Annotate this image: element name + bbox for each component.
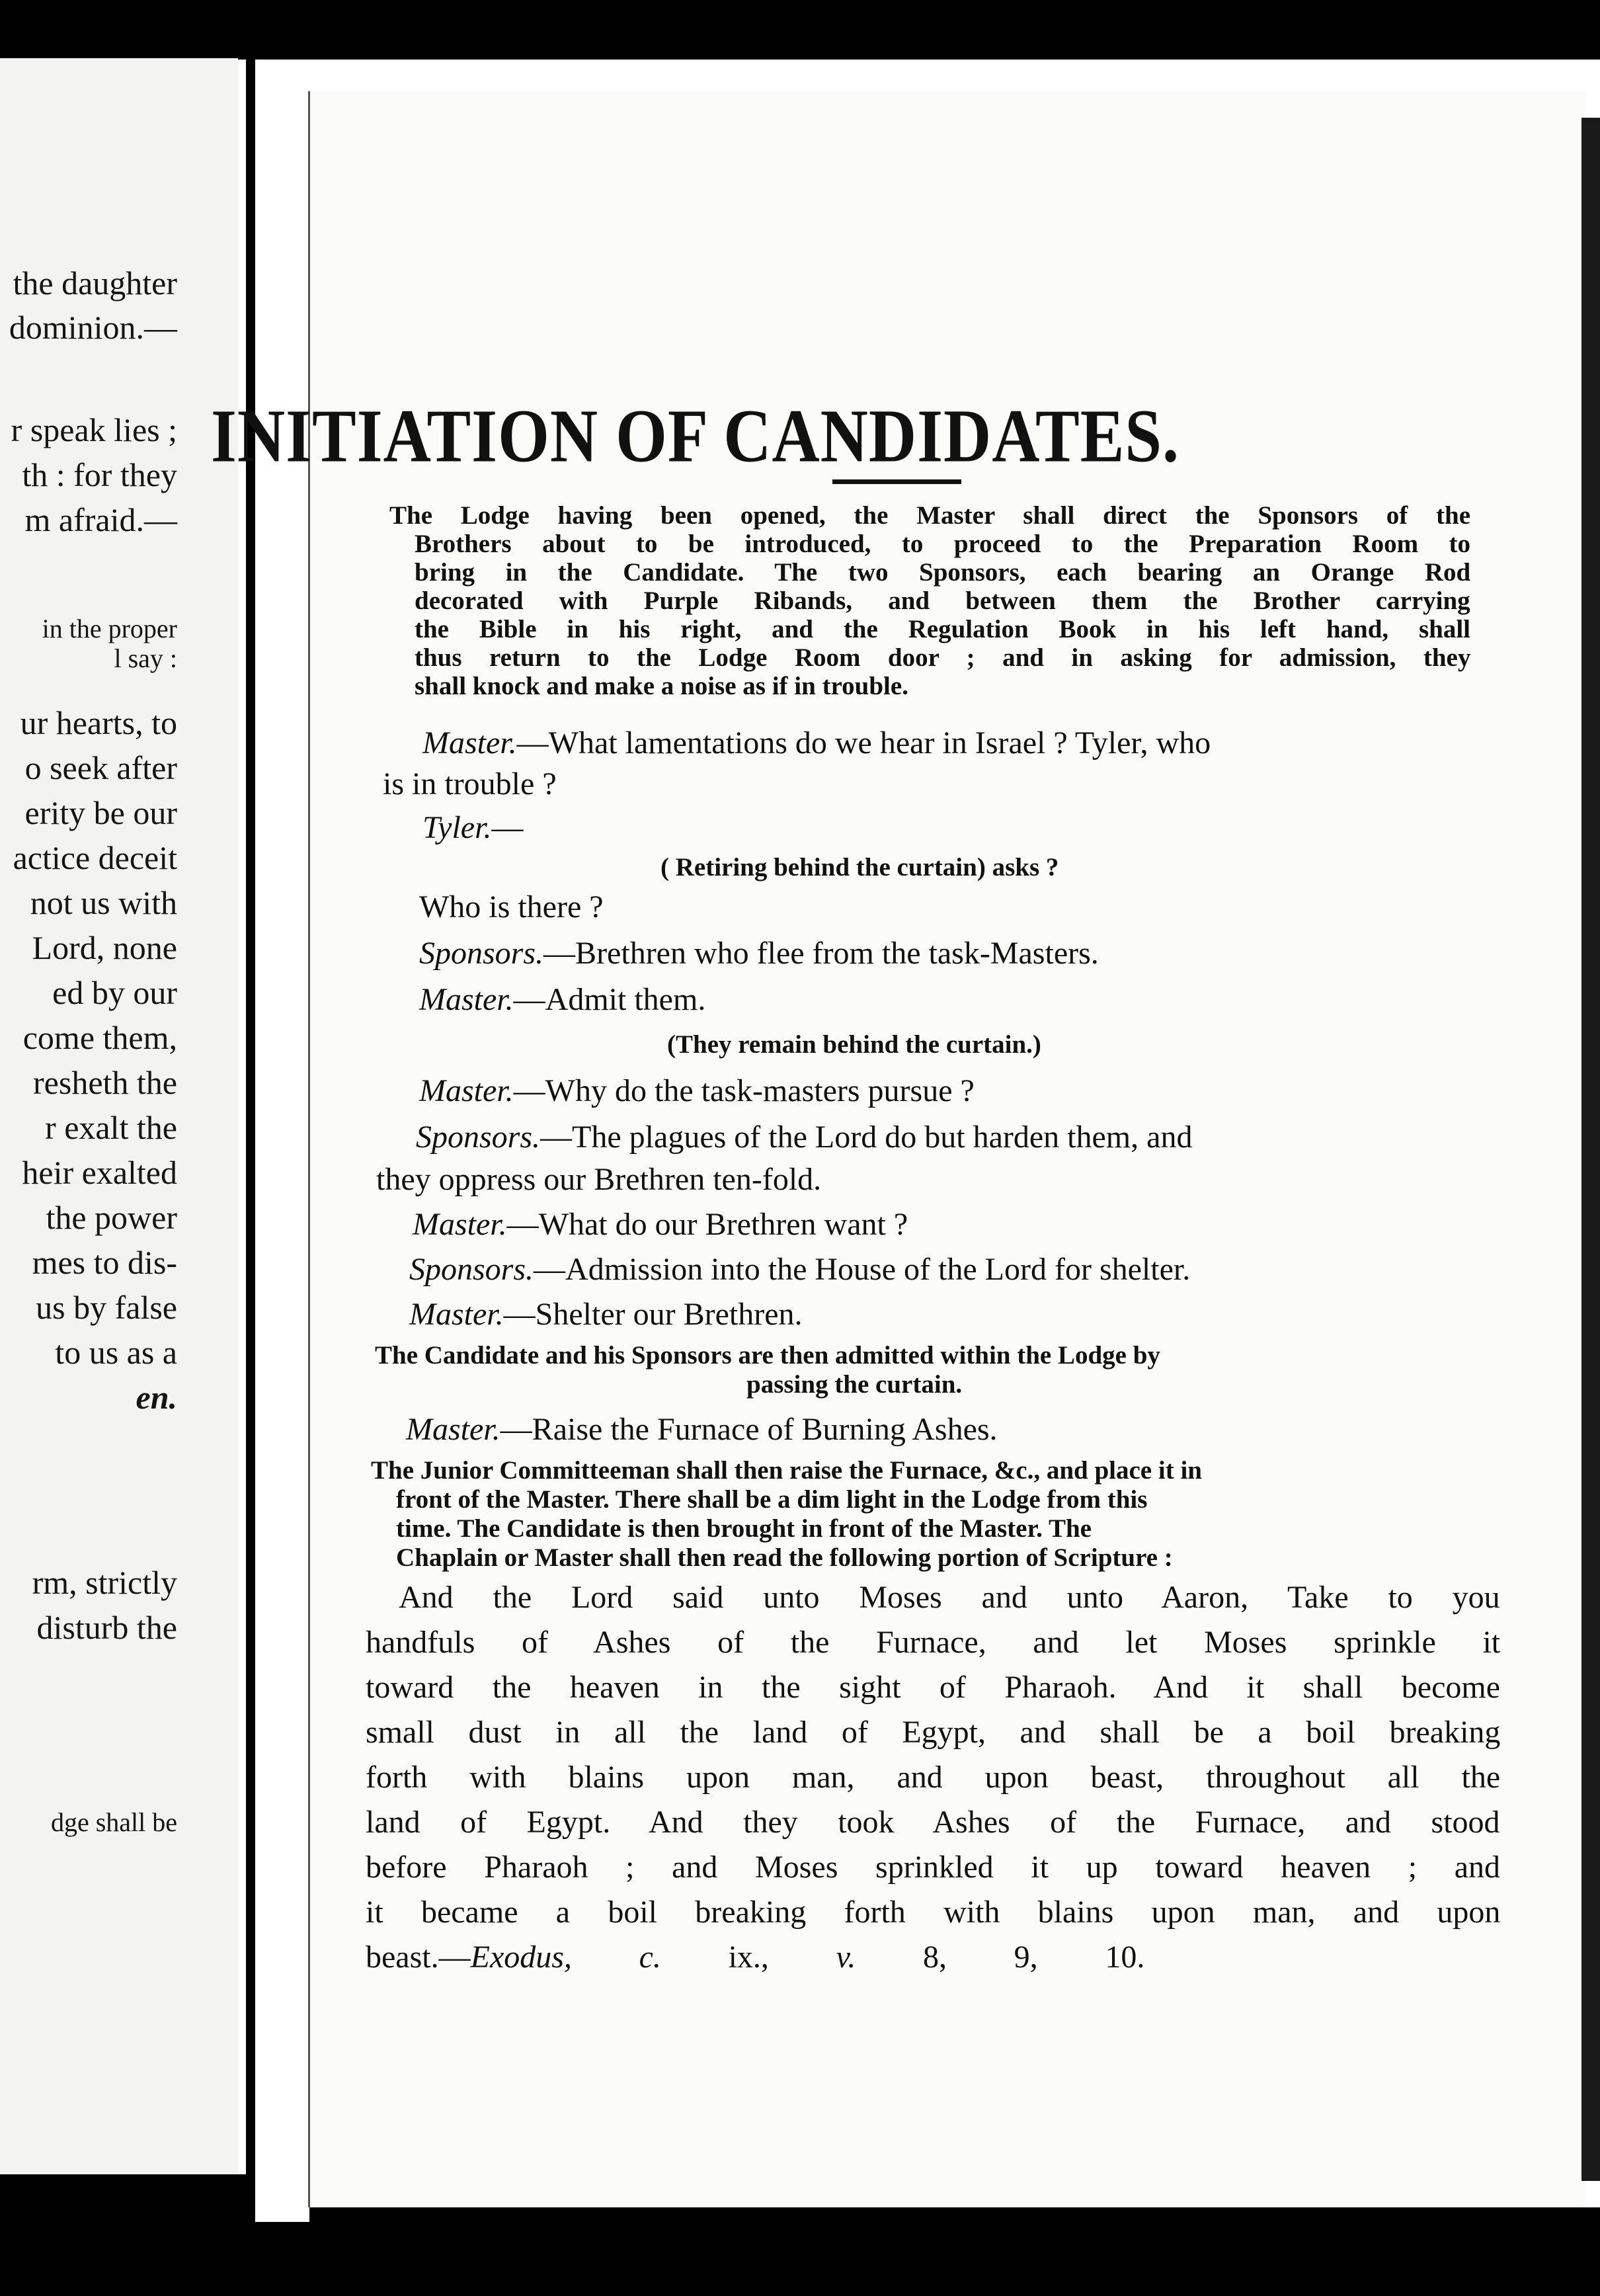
scan-border-bottom [308,2207,1600,2296]
page-edge-shadow [1581,118,1600,2181]
scripture-line: forth with blains upon man, and upon beast, throughout all the [366,1760,1501,1795]
stage-direction: time. The Candidate is then brought in front of the Master. The [396,1514,1092,1543]
speaker-name: Master. [406,1412,500,1447]
left-line: heir exalted [22,1154,177,1191]
speaker-name: Sponsors. [416,1120,541,1155]
scripture-line: handfuls of Ashes of the Furnace, and let Moses sprinkle it [366,1625,1501,1660]
scripture-chapter: ix., [660,1940,836,1975]
speaker-name: Tyler. [422,810,492,845]
dialogue-text: —Raise the Furnace of Burning Ashes. [500,1412,998,1447]
left-line: dge shall be [50,1807,177,1837]
dialogue-line [419,984,705,1016]
intro-line: The Lodge having been opened, the Master shall direct the Sponsors of the [389,501,1471,530]
scripture-line: small dust in all the land of Egypt, and shall be a boil breaking [366,1715,1501,1750]
page-title: INITIATION OF CANDIDATES. [211,393,1180,478]
left-line: erity be our [24,794,177,831]
left-facing-page [0,58,238,2174]
scripture-line [366,1942,1144,1973]
stage-direction: (They remain behind the curtain.) [667,1030,1041,1059]
stage-direction: The Junior Committeeman shall then raise the Furnace, &c., and place it in [371,1456,1202,1485]
dialogue-line [409,1299,803,1331]
intro-line: shall knock and make a noise as if in trouble. [415,672,908,700]
title-rule [832,479,961,484]
scripture-citation: Exodus, c. [470,1940,661,1975]
speaker-name: Master. [419,982,514,1017]
speaker-name: Master. [413,1207,507,1242]
intro-line: decorated with Purple Ribands, and between them the Brother carrying [415,587,1470,615]
left-line: to us as a [55,1334,177,1371]
stage-direction: ( Retiring behind the curtain) asks ? [660,853,1059,882]
left-line: the daughter [13,265,177,302]
speaker-name: Master. [422,725,517,760]
speaker-name: Master. [419,1073,514,1108]
intro-line: thus return to the Lodge Room door ; and in asking for admission, they [415,643,1471,672]
left-line: ur hearts, to [20,704,177,741]
dialogue-text: —Why do the task-masters pursue ? [513,1073,975,1108]
scripture-line: before Pharaoh ; and Moses sprinkled it up toward heaven ; and [366,1850,1501,1885]
left-line: actice deceit [13,839,177,876]
dialogue-line [419,938,1099,969]
left-line: m afraid.— [24,501,177,538]
scripture-text: beast.— [366,1940,471,1975]
left-line: ed by our [52,974,177,1011]
left-line: rm, strictly [32,1564,177,1601]
left-line: disturb the [36,1609,177,1646]
intro-line: bring in the Candidate. The two Sponsors, each bearing an Orange Rod [415,558,1471,587]
dialogue-text: —What do our Brethren want ? [506,1207,908,1242]
dialogue-text: —Admission into the House of the Lord for shelter. [534,1252,1191,1287]
intro-line: the Bible in his right, and the Regulation Book in his left hand, shall [415,615,1471,643]
left-line: not us with [30,884,177,921]
scripture-line: it became a boil breaking forth with blains upon man, and upon [366,1895,1501,1930]
dialogue-text: —Admit them. [513,982,706,1017]
dialogue-line: they oppress our Brethren ten-fold. [376,1162,822,1197]
scripture-verse-label: v. [836,1940,856,1975]
left-line: in the proper [42,614,177,643]
dialogue-text: — [491,810,524,845]
left-line: r exalt the [45,1109,177,1146]
scripture-verses: 8, 9, 10. [856,1940,1145,1975]
left-line: r speak lies ; [11,411,177,448]
dialogue-text: —What lamentations do we hear in Israel ? Tyler, who [516,725,1211,760]
scan-border-top [0,0,1600,60]
scripture-line: land of Egypt. And they took Ashes of the Furnace, and stood [366,1805,1500,1840]
dialogue-line [422,727,1211,759]
speaker-name: Master. [409,1297,504,1332]
scripture-line: toward the heaven in the sight of Pharaoh. And it shall become [366,1670,1501,1705]
dialogue-text: —Brethren who flee from the task-Masters. [543,936,1099,971]
dialogue-line [413,1209,908,1241]
stage-direction: Chaplain or Master shall then read the following portion of Scripture : [396,1543,1173,1572]
left-line: dominion.— [9,309,177,346]
left-line: en. [136,1379,177,1416]
left-line: mes to dis- [32,1244,177,1281]
stage-direction: The Candidate and his Sponsors are then admitted within the Lodge by [375,1341,1160,1370]
left-line: us by false [36,1289,177,1326]
right-page [211,91,1586,2207]
left-line: resheth the [33,1064,177,1101]
dialogue-line [406,1414,998,1446]
dialogue-line [416,1122,1192,1153]
left-line: the power [46,1199,177,1236]
intro-line: Brothers about to be introduced, to proceed to the Preparation Room to [415,530,1471,558]
dialogue-line: Who is there ? [419,889,604,924]
dialogue-text: —Shelter our Brethren. [503,1297,803,1332]
speaker-name: Sponsors. [409,1252,534,1287]
left-line: th : for they [22,456,177,493]
dialogue-text: —The plagues of the Lord do but harden them, and [540,1120,1193,1155]
left-line: o seek after [24,749,177,786]
dialogue-line [409,1254,1190,1286]
left-line: come them, [22,1019,177,1056]
stage-direction: passing the curtain. [746,1370,963,1399]
stage-direction: front of the Master. There shall be a dim light in the Lodge from this [396,1485,1148,1514]
dialogue-line [419,1075,975,1107]
dialogue-line: is in trouble ? [383,766,557,801]
dialogue-line [422,812,523,844]
left-line: Lord, none [32,929,177,966]
scripture-line: And the Lord said unto Moses and unto Aaron, Take to you [399,1580,1500,1615]
page-gutter [246,60,309,2222]
left-line: l say : [114,643,177,673]
speaker-name: Sponsors. [419,936,544,971]
